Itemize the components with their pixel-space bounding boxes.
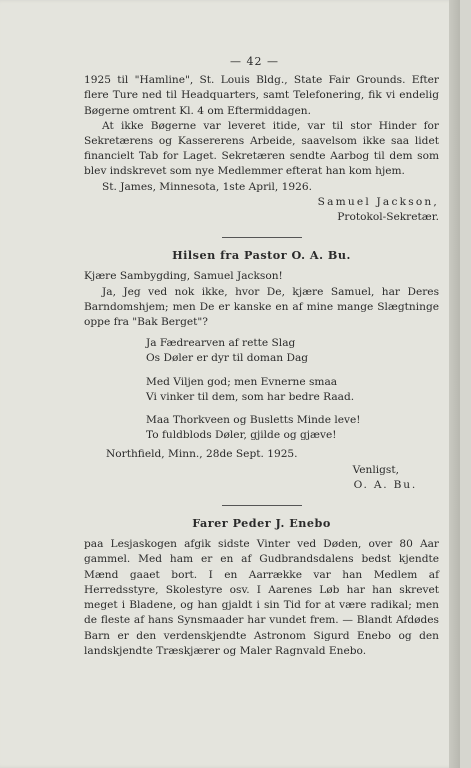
poem-line: Maa Thorkveen og Busletts Minde leve! xyxy=(146,414,361,427)
greeting-dateline: Northfield, Minn., 28de Sept. 1925. xyxy=(106,448,298,461)
section-divider xyxy=(222,505,302,506)
poem-line: Ja Fædrearven af rette Slag xyxy=(146,337,296,350)
obituary-paragraph: paa Lesjaskogen afgik sidste Vinter ved Døden, over 80 Aar gammel. Med ham er en af Gudbrandsdalens bedst kjendte Mænd gaaet bort. I en Aarrække var han Medlem af Herredsstyre, Skolestyre osv. I Aarenes Løb har han skrevet meget i Bladene, og han gjaldt i sin Tid for at være radikal; men de fleste af hans Synsmaader har vundet frem. — Blandt Afdødes Barn er den verdenskjendte Astronom Sigurd Enebo og den landskjendte Træskjærer og Maler Ragnvald Enebo. xyxy=(84,538,439,657)
poem-line: Os Døler er dyr til doman Dag xyxy=(146,352,309,365)
poem-line: Med Viljen god; men Evnerne smaa xyxy=(146,375,338,388)
report-place-date: St. James, Minnesota, 1ste April, 1926. xyxy=(102,180,312,193)
greeting-signature: O. A. Bu. xyxy=(353,478,417,491)
poem xyxy=(146,336,439,443)
greeting-heading: Hilsen fra Pastor O. A. Bu. xyxy=(172,248,351,263)
poem-stanza xyxy=(146,413,439,443)
greeting-salutation: Kjære Sambygding, Samuel Jackson! xyxy=(84,270,283,283)
obituary-heading: Farer Peder J. Enebo xyxy=(192,516,331,531)
page-number: — 42 — xyxy=(230,55,279,68)
report-signer-name: Samuel Jackson, xyxy=(317,195,439,208)
page-content xyxy=(84,54,439,659)
poem-stanza xyxy=(146,336,439,366)
poem-stanza xyxy=(146,375,439,405)
report-signer-title: Protokol-Sekretær. xyxy=(337,211,439,224)
report-paragraph-1: 1925 til "Hamline", St. Louis Bldg., State Fair Grounds. Efter flere Ture ned til Headquarters, samt Telefonering, fik vi endelig Bøgerne omtrent Kl. 4 om Eftermiddagen. xyxy=(84,74,439,117)
poem-line: Vi vinker til dem, som har bedre Raad. xyxy=(146,390,355,403)
section-divider xyxy=(222,237,302,238)
greeting-paragraph: Ja, Jeg ved nok ikke, hvor De, kjære Samuel, har Deres Barndomshjem; men De er kanske en af mine mange Slægtninge oppe fra "Bak Berget"? xyxy=(84,285,439,329)
book-spine-edge xyxy=(449,0,460,768)
report-paragraph-2: At ikke Bøgerne var leveret itide, var til stor Hinder for Sekretærens og Kassererens Arbeide, saavelsom ikke saa lidet financielt Tab for Laget. Sekretæren sendte Aarbog til dem som blev indskrevet som nye Medlemmer efterat han kom hjem. xyxy=(84,119,439,178)
poem-line: To fuldblods Døler, gjilde og gjæve! xyxy=(146,429,337,442)
greeting-closing: Venligst, xyxy=(352,463,399,476)
